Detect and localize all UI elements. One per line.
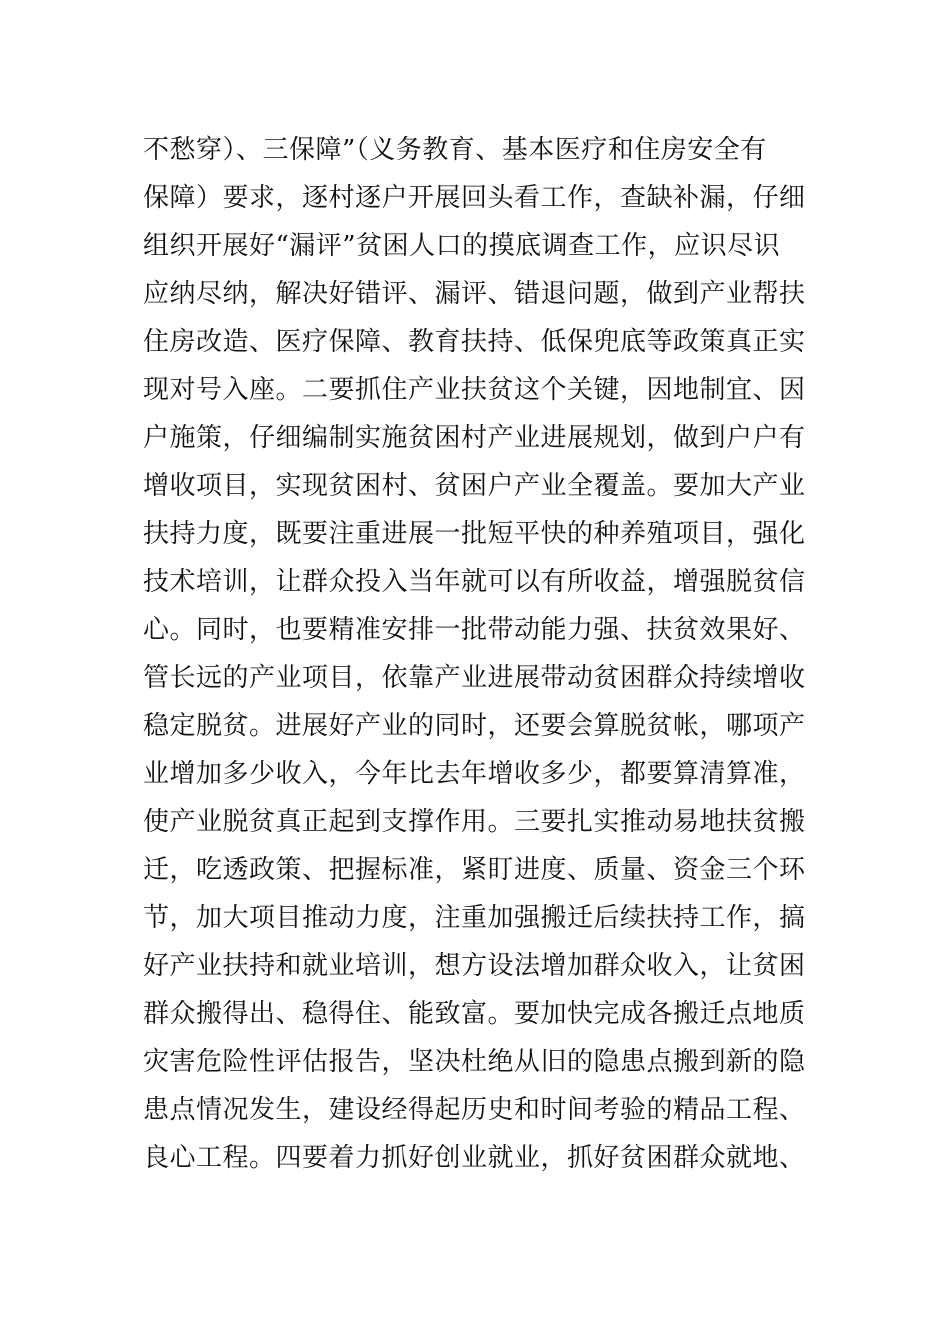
text-line: 保障）要求，逐村逐户开展回头看工作，查缺补漏，仔细	[143, 183, 806, 213]
text-line: 住房改造、医疗保障、教育扶持、低保兜底等政策真正实	[143, 327, 806, 357]
text-line: 增收项目，实现贫困村、贫困户产业全覆盖。要加大产业	[143, 471, 806, 501]
text-line: 组织开展好“漏评”贫困人口的摸底调查工作，应识尽识	[143, 231, 781, 261]
text-line: 良心工程。四要着力抓好创业就业，抓好贫困群众就地、	[143, 1143, 806, 1173]
text-line: 稳定脱贫。进展好产业的同时，还要会算脱贫帐，哪项产	[143, 711, 806, 741]
text-line: 患点情况发生，建设经得起历史和时间考验的精品工程、	[143, 1095, 806, 1125]
text-line: 现对号入座。二要抓住产业扶贫这个关键，因地制宜、因	[143, 375, 806, 405]
text-line: 群众搬得出、稳得住、能致富。要加快完成各搬迁点地质	[143, 999, 806, 1029]
text-line: 节，加大项目推动力度，注重加强搬迁后续扶持工作，搞	[143, 903, 806, 933]
text-line: 扶持力度，既要注重进展一批短平快的种养殖项目，强化	[143, 519, 806, 549]
text-line: 心。同时，也要精准安排一批带动能力强、扶贫效果好、	[143, 615, 806, 645]
text-line: 灾害危险性评估报告，坚决杜绝从旧的隐患点搬到新的隐	[143, 1047, 806, 1077]
text-line: 迁，吃透政策、把握标准，紧盯进度、质量、资金三个环	[143, 855, 806, 885]
text-line: 管长远的产业项目，依靠产业进展带动贫困群众持续增收	[143, 663, 806, 693]
text-line: 户施策，仔细编制实施贫困村产业进展规划，做到户户有	[143, 423, 806, 453]
text-line: 使产业脱贫真正起到支撑作用。三要扎实推动易地扶贫搬	[143, 807, 806, 837]
body-paragraph	[143, 126, 823, 1182]
text-line: 技术培训，让群众投入当年就可以有所收益，增强脱贫信	[143, 567, 806, 597]
text-line: 应纳尽纳，解决好错评、漏评、错退问题，做到产业帮扶	[143, 279, 806, 309]
text-line: 不愁穿）、三保障”（义务教育、基本医疗和住房安全有	[143, 135, 767, 165]
text-line: 好产业扶持和就业培训，想方设法增加群众收入，让贫困	[143, 951, 806, 981]
text-line: 业增加多少收入，今年比去年增收多少，都要算清算准，	[143, 759, 806, 789]
